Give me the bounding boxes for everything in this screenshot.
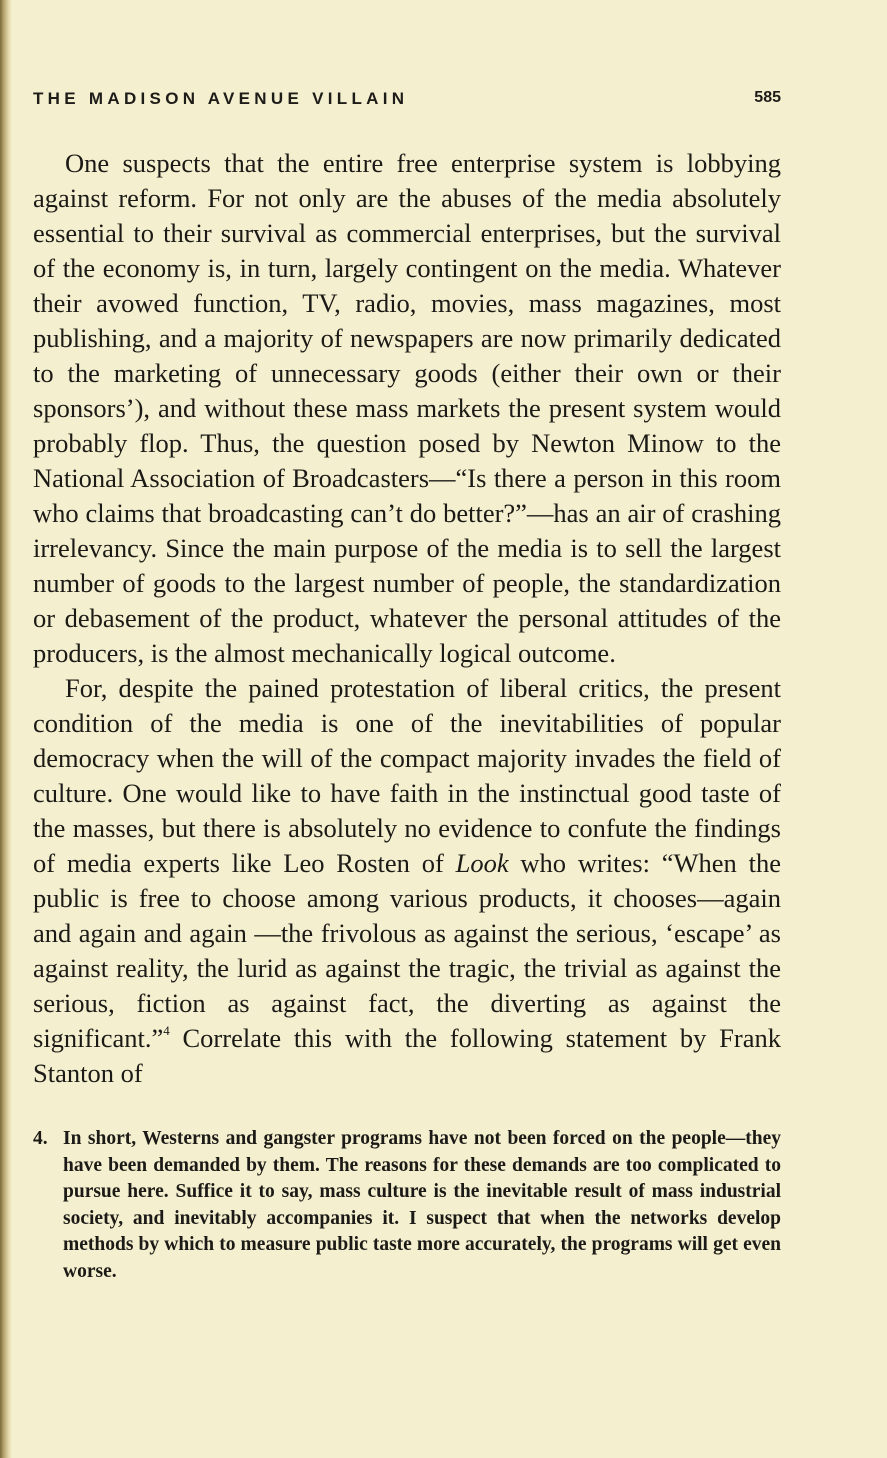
book-spine-shadow [0,0,12,1458]
paragraph-1 [33,146,781,671]
body-text [33,146,781,1091]
footnote-number: 4. [33,1128,48,1149]
publication-title-look: Look [455,848,509,878]
paragraph-2-text-c: Correlate this with the following statement by Frank Stanton of [33,1023,781,1088]
running-head-title: THE MADISON AVENUE VILLAIN [33,89,409,108]
running-head [33,89,781,113]
footnote-reference: 4 [163,1023,170,1038]
footnote-text: In short, Westerns and gangster programs have not been forced on the people—they have been demanded by them. The reasons for these demands are too complicated to pursue here. Suffice it to say, mass culture is the inevitable result of mass industrial society, and inevitably accompanies it. I suspect that when the networks develop methods by which to measure public taste more accurately, the programs will get even worse. [63,1128,781,1282]
footnote [33,1126,781,1286]
paragraph-2-text-a: For, despite the pained protestation of liberal critics, the present condition of the media is one of the inevitabilities of popular democracy when the will of the compact majority invades the field of culture. One would like to have faith in the instinctual good taste of the masses, but there is absolutely no evidence to confute the findings of media experts like Leo Rosten of [33,673,781,878]
paragraph-1-text: One suspects that the entire free enterprise system is lobbying against reform. For not only are the abuses of the media absolutely essential to their survival as commercial enterprises, but the survival of the economy is, in turn, largely contingent on the media. Whatever their avowed function, TV, radio, movies, mass magazines, most publishing, and a majority of newspapers are now primarily dedicated to the marketing of unnecessary goods (either their own or their sponsors’), and without these mass markets the present system would probably flop. Thus, the question posed by Newton Minow to the National Association of Broadcasters—“Is there a person in this room who claims that broadcasting can’t do better?”—has an air of crashing irrelevancy. Since the main purpose of the media is to sell the largest number of goods to the largest number of people, the standardization or debasement of the product, whatever the personal attitudes of the producers, is the almost mechanically logical outcome. [33,148,781,668]
paragraph-2 [33,671,781,1091]
page-number: 585 [754,89,781,106]
paragraph-2-text-b: who writes: “When the public is free to choose among various products, it chooses—again and again and again —the frivolous as against the serious, ‘escape’ as against reality, the lurid as against the tragic, the trivial as against the serious, fiction as against fact, the diverting as against the significant.” [33,848,781,1053]
